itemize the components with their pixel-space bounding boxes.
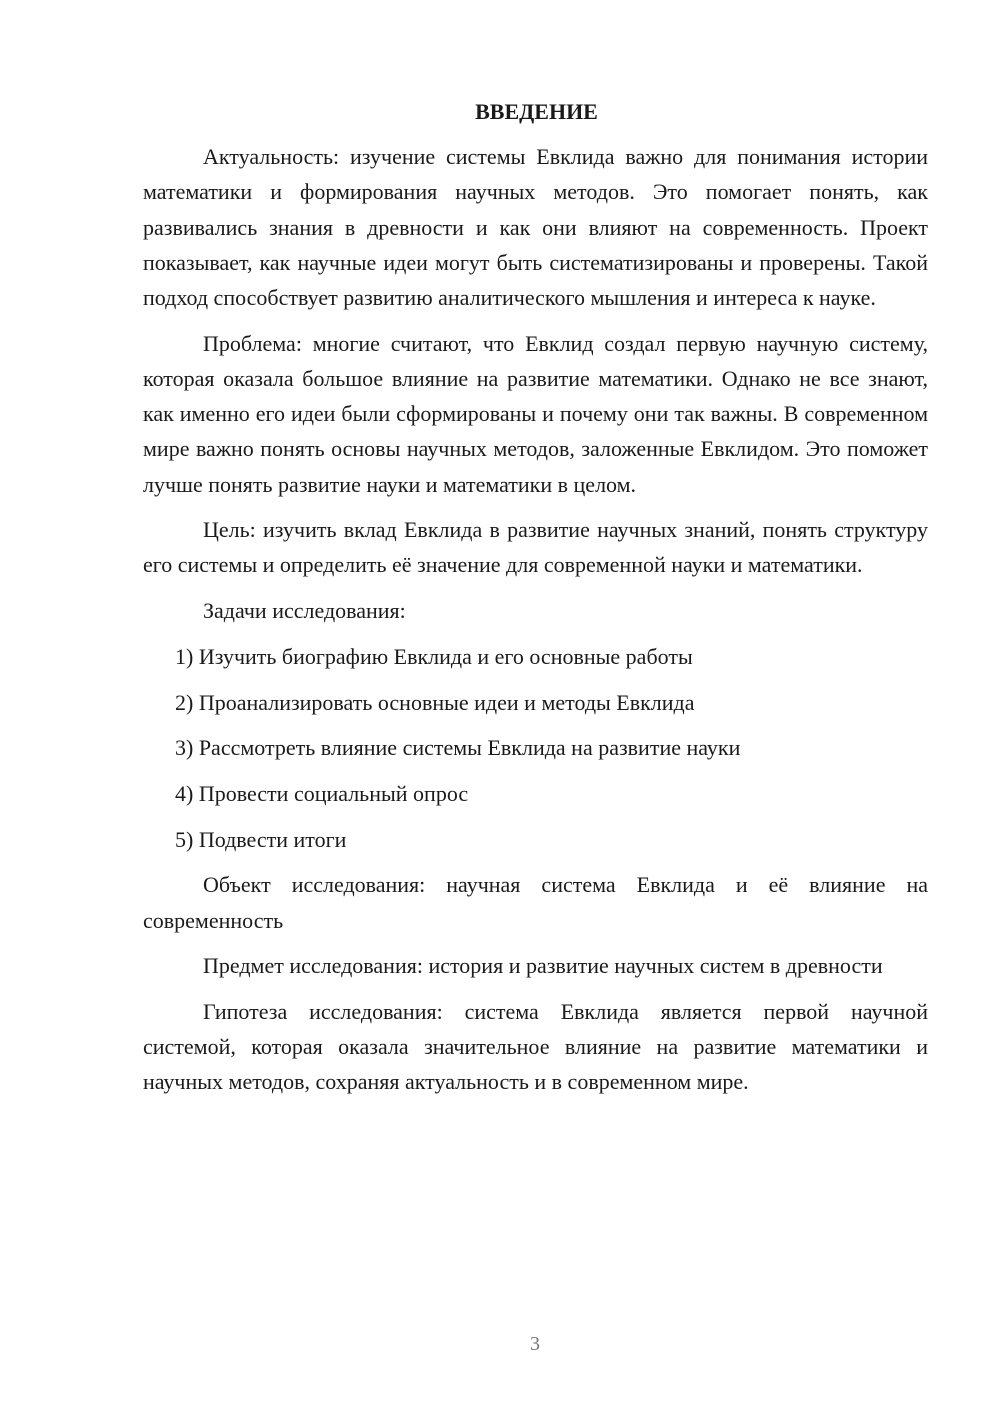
page-number: 3 xyxy=(530,1333,540,1355)
list-item: 5) Подвести итоги xyxy=(175,826,347,852)
list-item: 1) Изучить биографию Евклида и его основные работы xyxy=(175,643,693,669)
paragraph-goal: Цель: изучить вклад Евклида в развитие научных знаний, понять структуру его системы и определить её значение для современной науки и математики. xyxy=(143,517,928,578)
paragraph-problem: Проблема: многие считают, что Евклид создал первую научную систему, которая оказала большое влияние на развитие математики. Однако не все знают, как именно его идеи были сформированы и почему они так важны. В современном мире важно понять основы научных методов, заложенные Евклидом. Это поможет лучше понять развитие науки и математики в целом. xyxy=(143,330,928,497)
list-item: 2) Проанализировать основные идеи и методы Евклида xyxy=(175,689,695,715)
paragraph-subject: Предмет исследования: история и развитие научных систем в древности xyxy=(203,953,883,979)
document-body xyxy=(143,94,928,1110)
paragraph-object: Объект исследования: научная система Евклида и её влияние на современность xyxy=(143,872,928,933)
list-item: 3) Рассмотреть влияние системы Евклида на развитие науки xyxy=(175,735,741,761)
paragraph-relevance: Актуальность: изучение системы Евклида важно для понимания истории математики и формирования научных методов. Это помогает понять, как развивались знания в древности и как они влияют на современность. Проект показывает, как научные идеи могут быть систематизированы и проверены. Такой подход способствует развитию аналитического мышления и интереса к науке. xyxy=(143,144,928,311)
paragraph-hypothesis: Гипотеза исследования: система Евклида является первой научной системой, которая оказала значительное влияние на развитие математики и научных методов, сохраняя актуальность и в современном мире. xyxy=(143,998,928,1095)
paragraph-tasks-heading: Задачи исследования: xyxy=(203,598,406,624)
page-title: ВВЕДЕНИЕ xyxy=(475,99,598,124)
list-item: 4) Провести социальный опрос xyxy=(175,780,469,806)
